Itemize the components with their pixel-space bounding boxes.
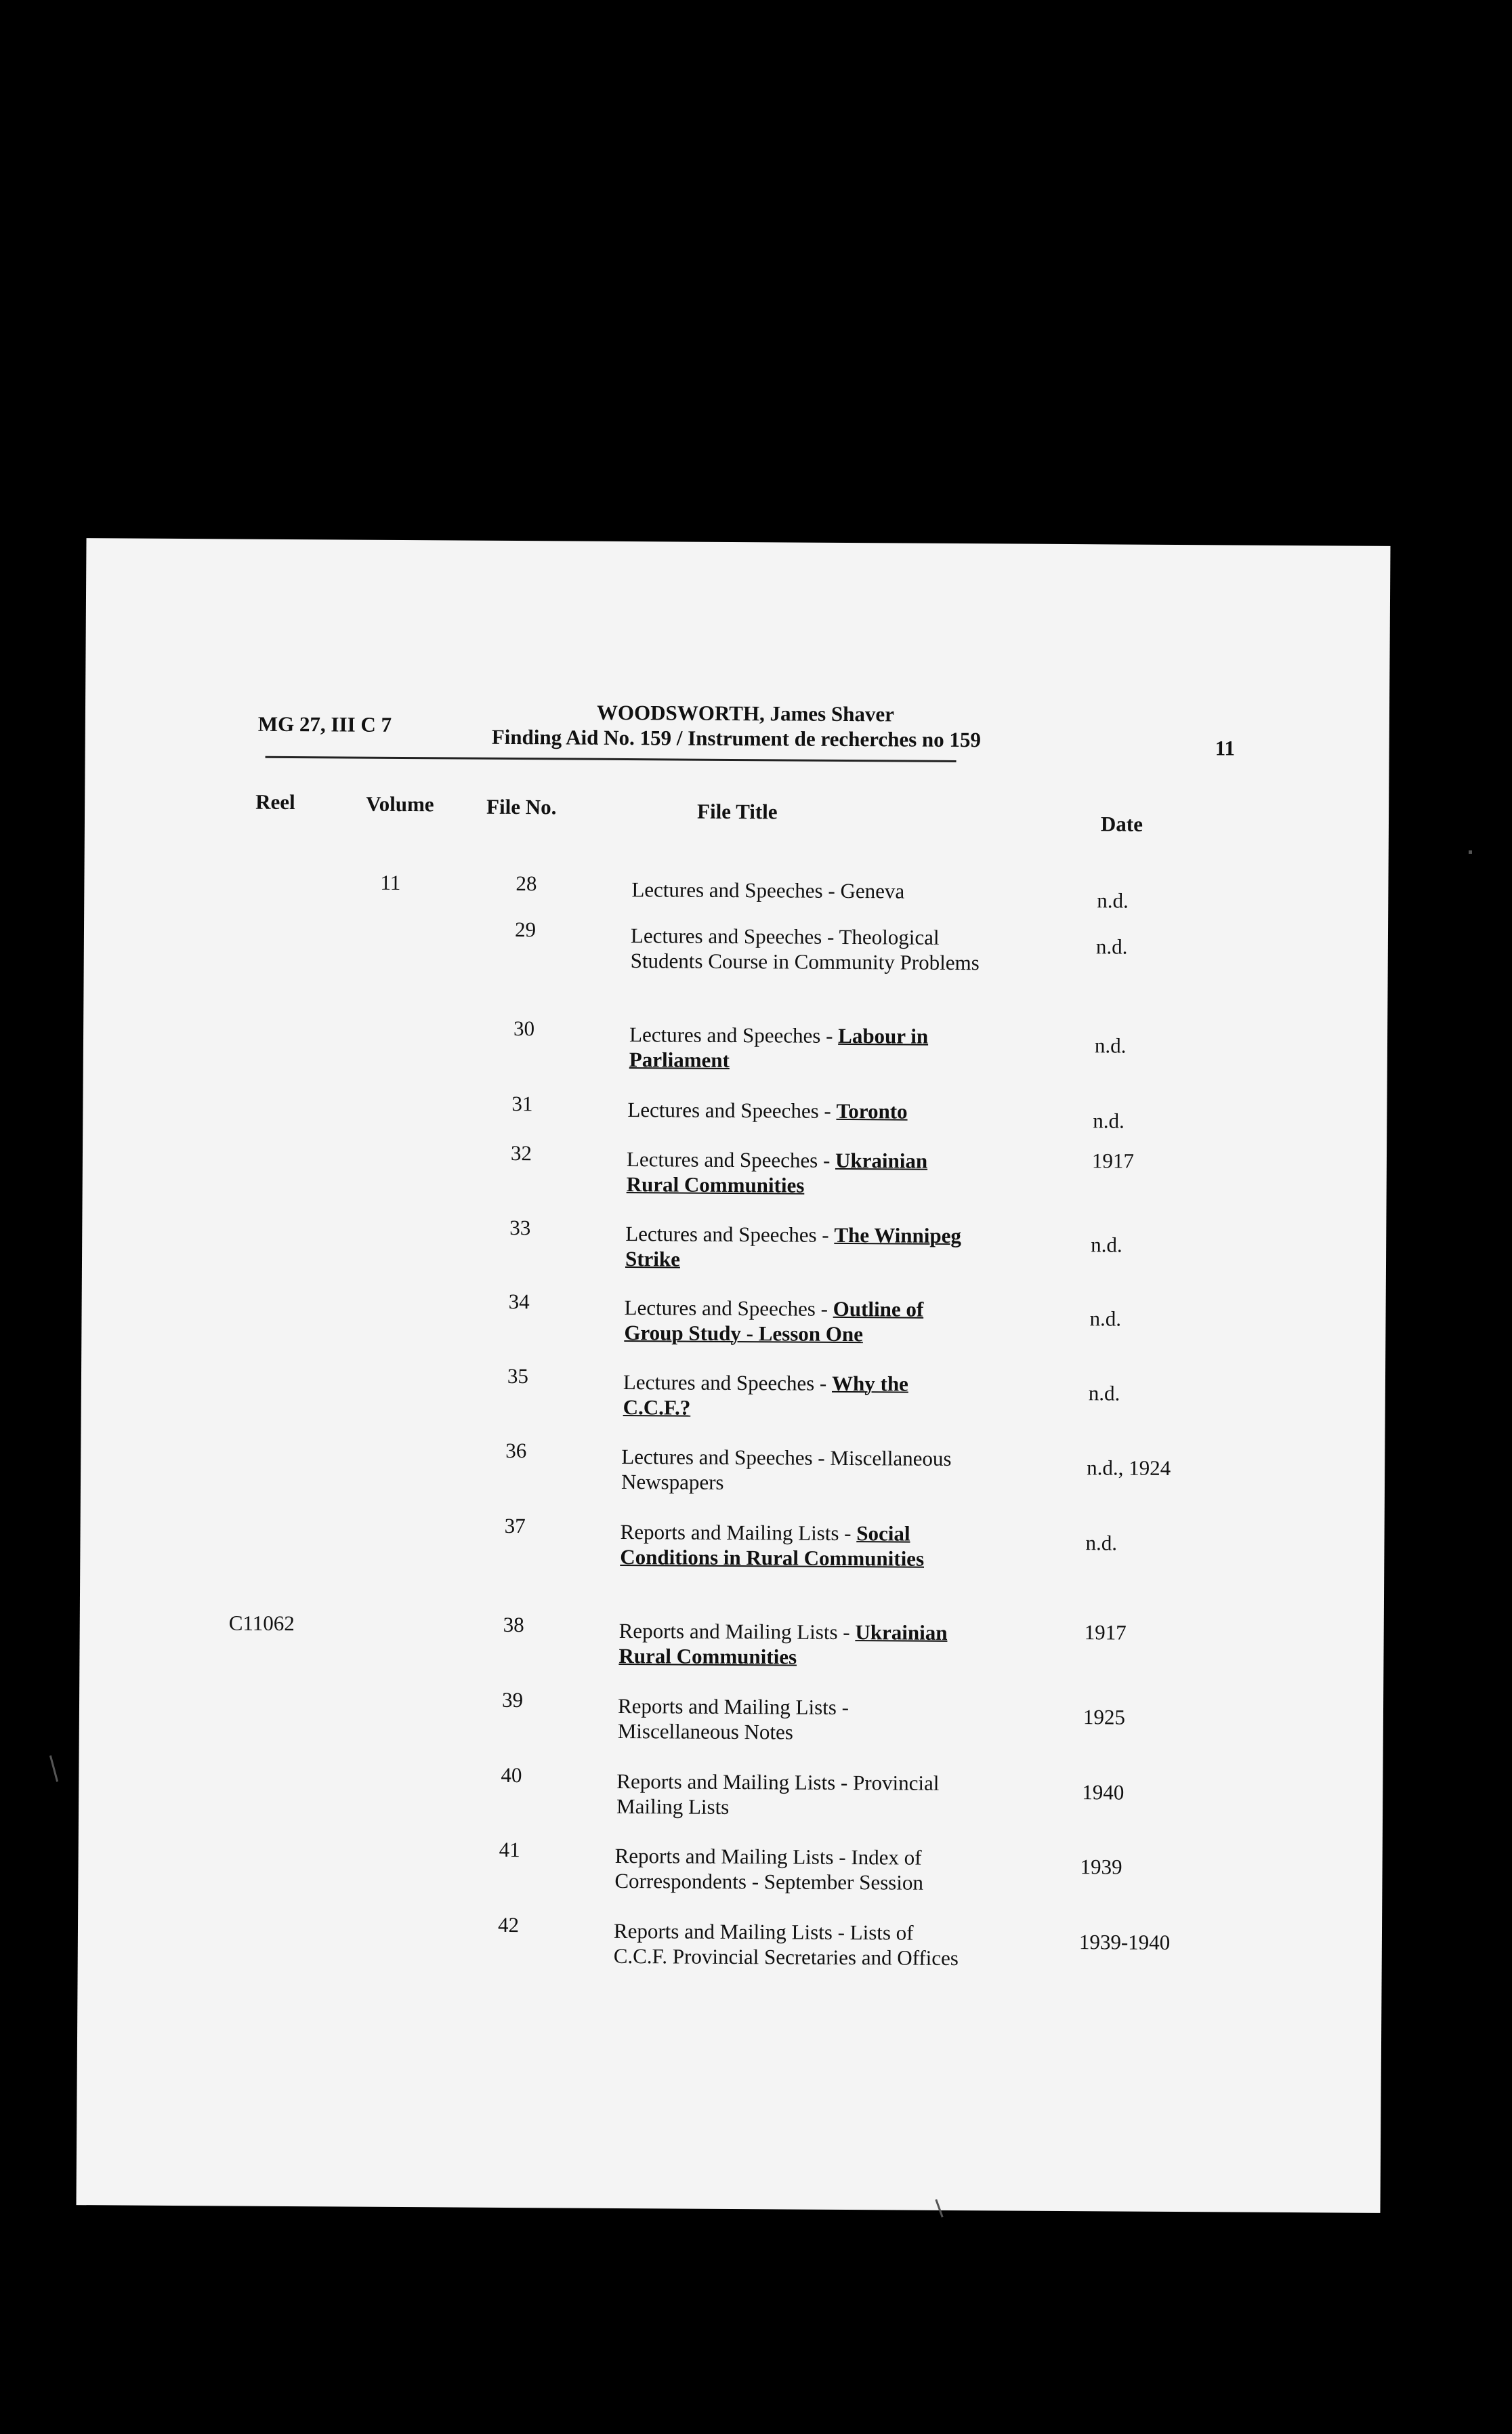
file-title-text: Reports and Mailing Lists -	[620, 1519, 857, 1546]
file-title-cell	[616, 1769, 969, 1821]
reel-cell: C11062	[228, 1611, 295, 1636]
file-title-cell	[624, 1295, 976, 1347]
file-title-emphasis: Labour in Parliament	[629, 1023, 929, 1072]
file-title-cell	[627, 1147, 979, 1199]
file-title-text: Reports and Mailing Lists - Index of Correspondents - September Session	[614, 1843, 924, 1895]
file-number-cell: 36	[505, 1438, 527, 1463]
column-header-date: Date	[1100, 812, 1143, 836]
volume-cell: 11	[380, 870, 401, 894]
date-cell: 1939-1940	[1078, 1930, 1171, 1954]
file-title-cell	[618, 1693, 970, 1746]
file-title-text: Reports and Mailing Lists - Miscellaneous Notes	[617, 1693, 849, 1744]
collection-name: WOODSWORTH, James Shaver	[596, 700, 895, 726]
column-header-reel: Reel	[255, 789, 295, 814]
date-cell: n.d.	[1095, 934, 1128, 959]
file-title-text: Reports and Mailing Lists - Lists of C.C.F. Provincial Secretaries and Offices	[613, 1918, 959, 1971]
finding-aid-title: Finding Aid No. 159 / Instrument de recherches no 159	[491, 724, 982, 752]
file-number-cell: 33	[509, 1215, 531, 1240]
file-title-cell	[620, 1519, 972, 1571]
file-title-cell	[623, 1369, 975, 1422]
file-title-emphasis: Why the C.C.F.?	[623, 1371, 909, 1420]
document-page	[77, 538, 1391, 2213]
file-title-text: Reports and Mailing Lists - Provincial Mailing Lists	[616, 1769, 940, 1819]
date-cell: n.d.	[1085, 1531, 1118, 1555]
file-title-emphasis: The Winnipeg Strike	[625, 1222, 962, 1271]
date-cell: n.d.	[1088, 1381, 1120, 1405]
file-number-cell: 30	[513, 1016, 535, 1041]
file-title-emphasis: Ukrainian Rural Communities	[626, 1148, 928, 1197]
file-number-cell: 34	[508, 1289, 530, 1314]
file-title-emphasis: Toronto	[836, 1098, 908, 1123]
file-title-text: Lectures and Speeches - Theological Students Course in Community Problems	[630, 924, 980, 975]
file-title-text: Lectures and Speeches -	[626, 1147, 836, 1172]
date-cell: 1925	[1083, 1705, 1126, 1729]
file-number-cell: 32	[510, 1140, 532, 1166]
scan-speck	[1469, 850, 1472, 854]
column-header-volume: Volume	[366, 791, 434, 817]
file-title-cell	[627, 1097, 980, 1124]
date-cell: n.d.	[1089, 1306, 1122, 1331]
file-title-cell	[625, 1221, 978, 1273]
file-title-emphasis: Ukrainian Rural Communities	[618, 1620, 948, 1669]
file-title-text: Reports and Mailing Lists -	[618, 1618, 856, 1645]
file-title-cell	[629, 1022, 982, 1074]
file-number-cell: 39	[501, 1687, 524, 1712]
file-number-cell: 35	[507, 1363, 529, 1388]
archive-reference: MG 27, III C 7	[257, 711, 392, 737]
file-title-text: Lectures and Speeches -	[625, 1222, 835, 1247]
file-title-emphasis: Outline of Group Study - Lesson One	[624, 1296, 924, 1346]
file-title-cell	[631, 877, 984, 904]
file-title-emphasis: Social Conditions in Rural Communities	[620, 1521, 925, 1571]
date-cell: n.d.	[1091, 1233, 1122, 1257]
file-title-text: Lectures and Speeches -	[629, 1023, 839, 1048]
date-cell: n.d.	[1093, 1109, 1125, 1133]
file-title-text: Lectures and Speeches -	[627, 1098, 837, 1123]
date-cell: 1917	[1091, 1149, 1135, 1173]
file-number-cell: 29	[514, 917, 537, 942]
file-number-cell: 41	[499, 1837, 520, 1862]
file-title-cell	[614, 1918, 966, 1971]
date-cell: n.d.	[1097, 888, 1129, 913]
page-number: 11	[1215, 736, 1236, 760]
file-title-cell	[621, 1444, 973, 1496]
file-number-cell: 31	[511, 1091, 533, 1116]
header-rule	[266, 756, 957, 762]
file-title-text: Lectures and Speeches - Geneva	[631, 878, 905, 903]
file-number-cell: 37	[504, 1513, 526, 1538]
date-cell: 1917	[1084, 1620, 1127, 1645]
file-title-text: Lectures and Speeches - Miscellaneous Newspapers	[621, 1444, 952, 1494]
file-title-text: Lectures and Speeches -	[624, 1296, 833, 1321]
date-cell: n.d.	[1094, 1033, 1127, 1058]
file-number-cell: 40	[501, 1762, 522, 1788]
date-cell: 1940	[1082, 1780, 1125, 1804]
file-number-cell: 38	[503, 1612, 524, 1637]
column-header-file-no: File No.	[486, 794, 557, 819]
file-number-cell: 42	[497, 1912, 520, 1937]
file-number-cell: 28	[516, 871, 537, 896]
file-title-cell	[618, 1618, 971, 1670]
scan-speck	[49, 1755, 58, 1781]
date-cell: n.d., 1924	[1087, 1456, 1171, 1480]
date-cell: 1939	[1080, 1855, 1122, 1879]
file-title-cell	[614, 1843, 967, 1895]
file-title-text: Lectures and Speeches -	[623, 1370, 833, 1395]
file-title-cell	[631, 923, 983, 975]
column-header-file-title: File Title	[696, 799, 778, 824]
